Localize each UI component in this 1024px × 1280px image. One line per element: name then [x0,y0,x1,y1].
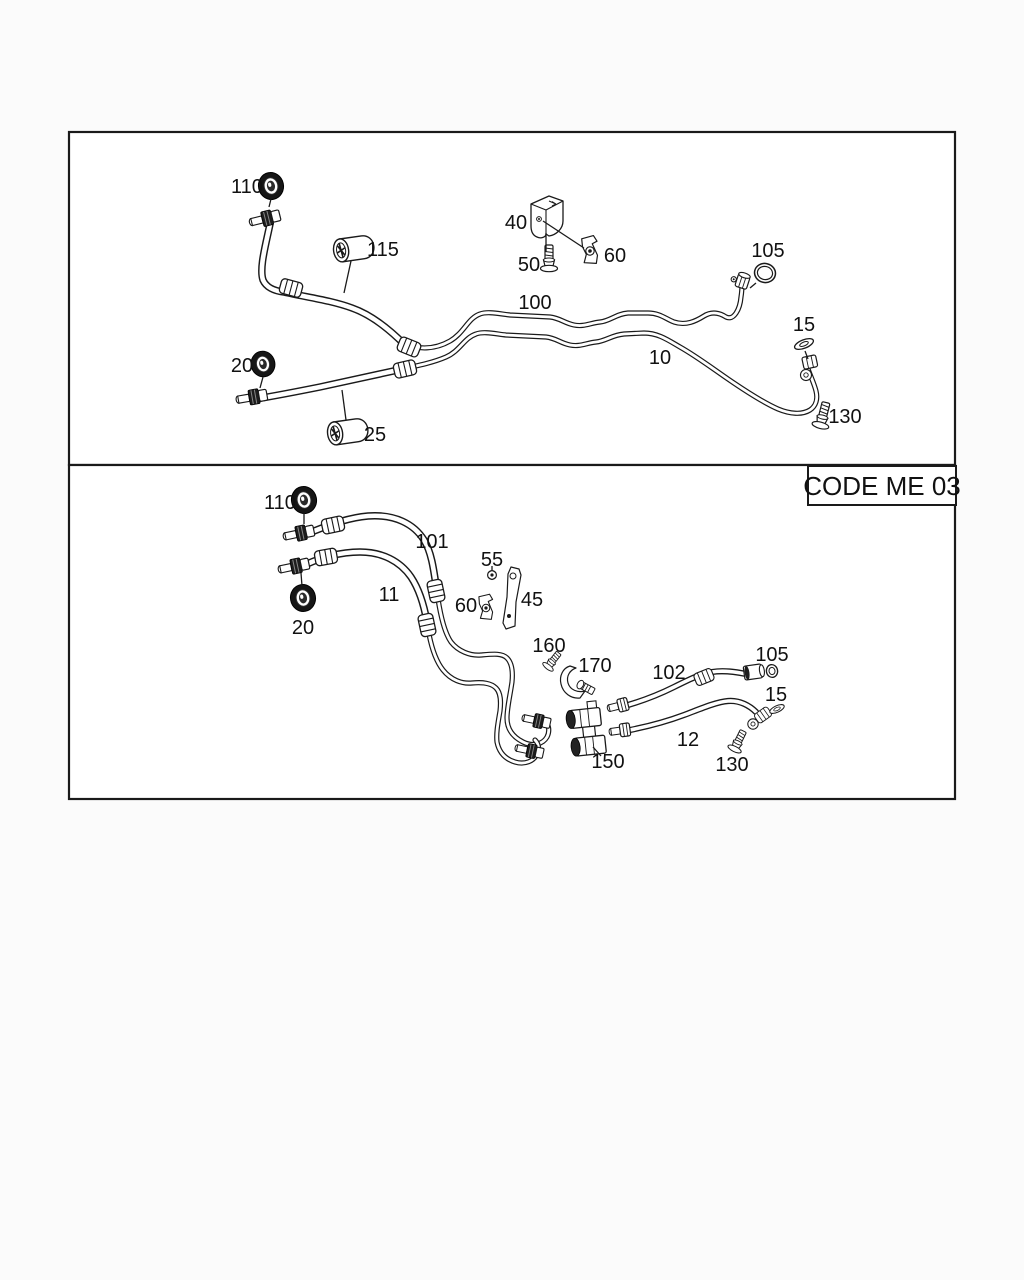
callout-50: 50 [517,254,541,276]
pipe-10-eyelet [800,369,811,380]
callout-60: 60 [603,245,627,267]
hose-coupling [314,548,338,567]
callout-25: 25 [363,424,387,446]
callout-20: 20 [291,617,315,639]
callout-160: 160 [532,635,566,657]
callout-110: 110 [264,492,296,514]
callout-55: 55 [480,549,504,571]
panel-bottom-frame [69,465,955,799]
callout-100: 100 [518,292,552,314]
callout-130: 130 [828,406,862,428]
callout-110: 110 [231,176,263,198]
callout-150: 150 [591,751,625,773]
callout-12: 12 [676,729,700,751]
callout-105: 105 [755,644,789,666]
callout-10: 10 [648,347,672,369]
callout-130: 130 [715,754,749,776]
callout-15: 15 [764,684,788,706]
code-box [803,466,961,505]
callout-101: 101 [415,531,449,553]
pipe-10-end-fitting [802,355,818,370]
callout-20: 20 [230,355,254,377]
callout-170: 170 [578,655,612,677]
callout-45: 45 [520,589,544,611]
callout-11: 11 [378,584,400,606]
callout-105: 105 [751,240,785,262]
nut-55 [488,570,497,579]
callout-40: 40 [504,212,528,234]
hose-12-eyelet [748,719,758,729]
callout-115: 115 [367,239,399,261]
callout-60: 60 [454,595,478,617]
callout-102: 102 [652,662,686,684]
callout-15: 15 [792,314,816,336]
code-box-label: CODE ME 03 [803,471,961,501]
